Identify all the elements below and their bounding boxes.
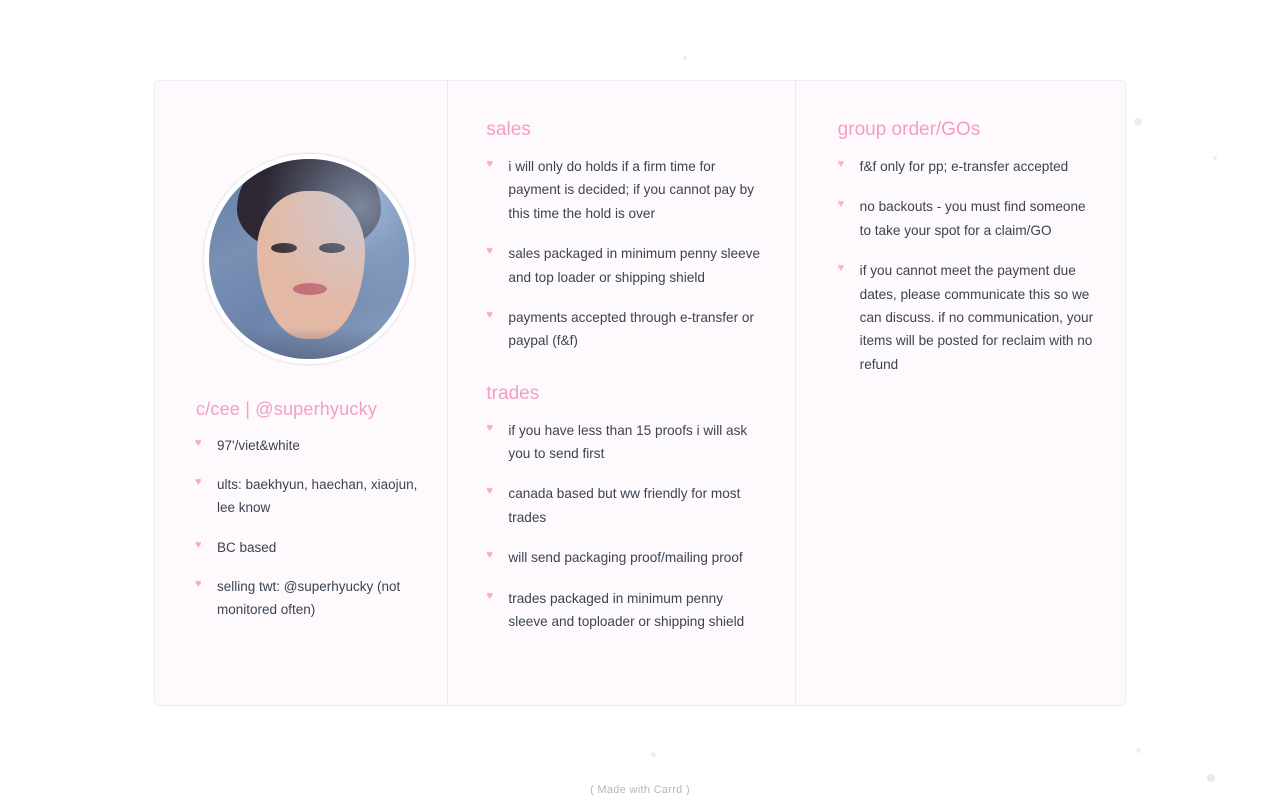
- column-group-orders: [796, 81, 1125, 705]
- list-item-text: payments accepted through e-transfer or paypal (f&f): [508, 309, 754, 349]
- list-item: [486, 419, 764, 466]
- heart-icon: ♥: [195, 577, 202, 590]
- list-item: [838, 155, 1097, 178]
- heart-icon: ♥: [486, 308, 493, 321]
- list-item-text: BC based: [217, 539, 277, 555]
- list-item-text: ults: baekhyun, haechan, xiaojun, lee know: [217, 477, 418, 516]
- heart-icon: ♥: [195, 437, 202, 449]
- section-title-sales: sales: [486, 119, 531, 140]
- avatar: [203, 153, 415, 365]
- decorative-dot: [1136, 748, 1141, 753]
- list-item: [838, 195, 1097, 242]
- list-item-text: 97'/viet&white: [217, 438, 300, 453]
- decorative-dot: [683, 56, 687, 60]
- list-item-text: if you have less than 15 proofs i will ask you to send first: [508, 422, 748, 461]
- list-item-text: trades packaged in minimum penny sleeve and toploader or shipping shield: [508, 590, 745, 629]
- heart-icon: ♥: [195, 538, 202, 551]
- heart-icon: ♥: [837, 158, 845, 170]
- list-item-text: canada based but ww friendly for most trades: [508, 486, 741, 525]
- list-item: [486, 482, 764, 529]
- list-item: [486, 546, 764, 569]
- sales-list: [486, 155, 764, 353]
- profile-handle: c/cee | @superhyucky: [196, 399, 378, 419]
- decorative-dot: [651, 752, 656, 757]
- list-item-text: no backouts - you must find someone to take your spot for a claim/GO: [859, 199, 1086, 238]
- list-item-text: f&f only for pp; e-transfer accepted: [859, 159, 1069, 174]
- column-sales-trades: [448, 81, 795, 705]
- heart-icon: ♥: [486, 549, 493, 562]
- footer-credit[interactable]: ( Made with Carrd ): [590, 784, 690, 796]
- section-title-trades: trades: [486, 382, 540, 404]
- list-item-text: selling twt: @superhyucky (not monitored often): [217, 578, 401, 618]
- avatar-image: [209, 159, 409, 359]
- avatar-shadow: [209, 327, 409, 359]
- list-item: [838, 259, 1097, 376]
- list-item: [195, 536, 423, 559]
- list-item: [195, 434, 423, 457]
- decorative-dot: [1213, 156, 1217, 160]
- heart-icon: ♥: [486, 421, 493, 434]
- section-title-group-orders: group order/GOs: [837, 119, 981, 140]
- list-item: [486, 587, 764, 634]
- list-item: [195, 575, 423, 621]
- column-profile: [155, 81, 448, 705]
- trades-list: [486, 419, 764, 634]
- decorative-dot: [1134, 118, 1142, 126]
- list-item: [486, 155, 764, 225]
- list-item-text: will send packaging proof/mailing proof: [508, 550, 743, 566]
- list-item: [195, 473, 423, 519]
- heart-icon: ♥: [486, 589, 493, 602]
- list-item: [486, 242, 764, 289]
- profile-facts-list: [195, 434, 423, 621]
- profile-card: [154, 80, 1126, 706]
- list-item-text: sales packaged in minimum penny sleeve and top loader or shipping shield: [508, 246, 761, 285]
- heart-icon: ♥: [486, 158, 493, 170]
- heart-icon: ♥: [837, 262, 845, 275]
- list-item: [486, 306, 764, 353]
- heart-icon: ♥: [486, 485, 493, 498]
- decorative-dot: [1207, 774, 1215, 782]
- list-item-text: if you cannot meet the payment due dates, please communicate this so we can discuss. if no communication, your items will be posted for reclaim with no refund: [859, 263, 1094, 372]
- group-orders-list: [838, 155, 1097, 376]
- heart-icon: ♥: [837, 198, 845, 211]
- heart-icon: ♥: [486, 245, 493, 258]
- list-item-text: i will only do holds if a firm time for payment is decided; if you cannot pay by this time the hold is over: [508, 159, 754, 221]
- heart-icon: ♥: [195, 476, 202, 489]
